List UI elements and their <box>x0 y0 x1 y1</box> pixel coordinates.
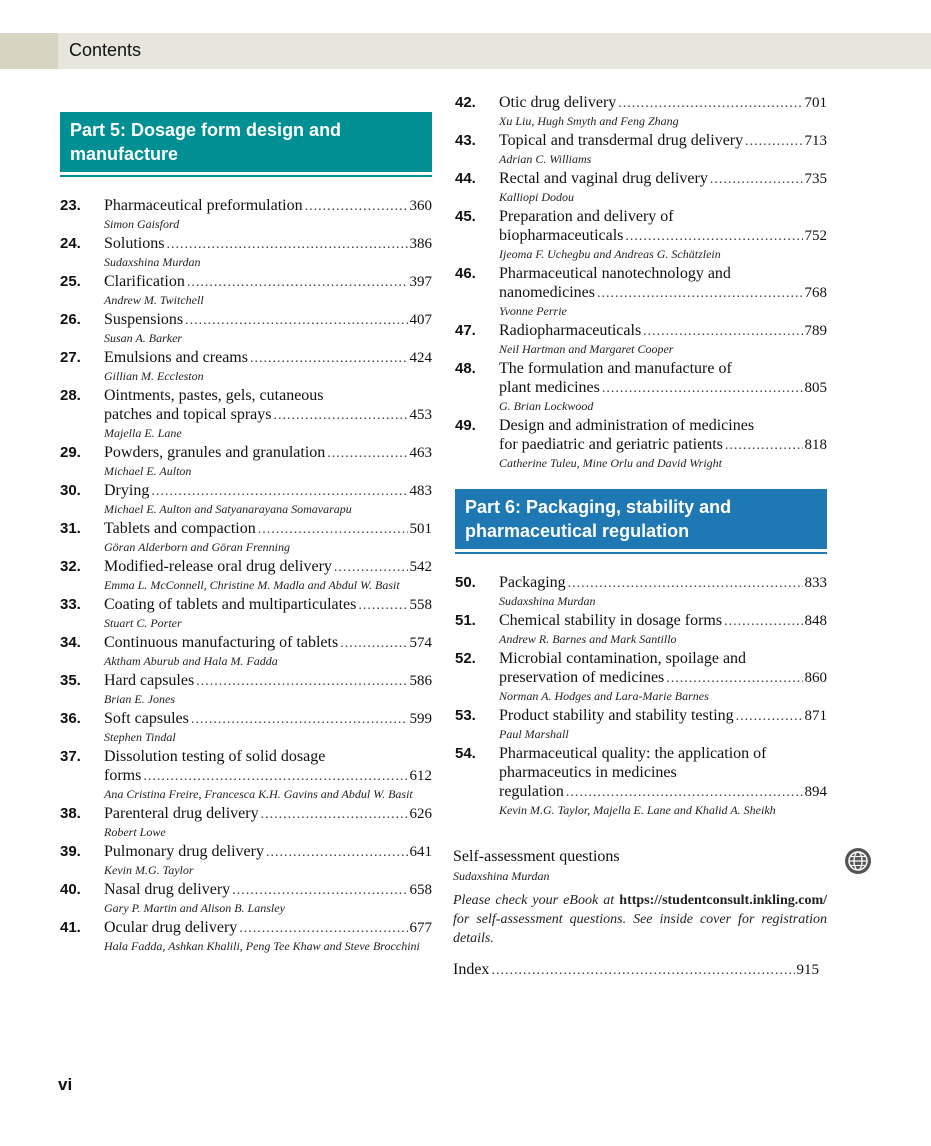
chapter-number: 32. <box>60 558 81 575</box>
chapter-number: 40. <box>60 881 81 898</box>
ebook-link[interactable]: https://studentconsult.inkling.com/ <box>619 893 827 908</box>
chapter-title-line: Microbial contamination, spoilage and <box>499 650 747 667</box>
chapter-authors: G. Brian Lockwood <box>499 399 594 413</box>
chapter-title: Chemical stability in dosage forms <box>499 612 723 629</box>
chapter-title: patches and topical sprays <box>104 406 272 423</box>
chapter-number: 49. <box>455 417 476 434</box>
toc-entry[interactable] <box>60 709 432 746</box>
note-text-pre: Please check your eBook at <box>453 893 620 908</box>
toc-entry[interactable] <box>60 557 432 594</box>
chapter-title: Parenteral drug delivery <box>104 805 259 822</box>
chapter-authors: Norman A. Hodges and Lara-Marie Barnes <box>499 689 709 703</box>
leader-dots <box>666 669 802 688</box>
page-ref: 818 <box>804 437 827 453</box>
chapter-title: nanomedicines <box>499 284 595 301</box>
leader-dots <box>143 767 407 786</box>
page-ref: 360 <box>409 198 432 214</box>
chapter-title-row <box>499 611 827 631</box>
chapter-title-row <box>104 633 432 653</box>
toc-entry[interactable] <box>455 264 827 320</box>
leader-dots <box>491 961 794 980</box>
toc-entry[interactable] <box>455 169 827 206</box>
chapter-title-row <box>104 709 432 729</box>
page-ref: 833 <box>804 575 827 591</box>
chapter-number: 26. <box>60 311 81 328</box>
chapter-authors: Neil Hartman and Margaret Cooper <box>499 342 674 356</box>
leader-dots <box>568 574 803 593</box>
chapter-title-row <box>104 443 432 463</box>
page-ref: 701 <box>804 95 827 111</box>
chapter-authors: Yvonne Perrie <box>499 304 567 318</box>
page-ref: 848 <box>804 613 827 629</box>
chapter-title: biopharmaceuticals <box>499 227 624 244</box>
chapter-authors: Göran Alderborn and Göran Frenning <box>104 540 290 554</box>
chapter-authors: Majella E. Lane <box>104 426 182 440</box>
left-column <box>60 112 432 956</box>
page-ref: 871 <box>804 708 827 724</box>
leader-dots <box>597 284 803 303</box>
leader-dots <box>618 94 802 113</box>
page-ref: 586 <box>409 673 432 689</box>
chapter-title: Powders, granules and granulation <box>104 444 326 461</box>
chapter-title: Drying <box>104 482 150 499</box>
chapter-title-row <box>499 131 827 151</box>
chapter-title-row <box>499 706 827 726</box>
chapter-number: 31. <box>60 520 81 537</box>
chapter-authors: Simon Gaisford <box>104 217 180 231</box>
toc-entry[interactable] <box>60 671 432 708</box>
page-ref: 463 <box>409 445 432 461</box>
index-entry[interactable] <box>453 960 819 980</box>
chapter-number: 34. <box>60 634 81 651</box>
chapter-authors: Xu Liu, Hugh Smyth and Feng Zhang <box>499 114 679 128</box>
toc-entry[interactable] <box>455 207 827 263</box>
chapter-title-row <box>104 310 432 330</box>
chapter-title-line: Pharmaceutical quality: the application of pharmaceutics in medicines <box>499 745 767 781</box>
toc-entry[interactable] <box>60 595 432 632</box>
chapter-authors: Gillian M. Eccleston <box>104 369 204 383</box>
toc-entry[interactable] <box>455 321 827 358</box>
page-ref: 713 <box>804 133 827 149</box>
page-ref: 612 <box>409 768 432 784</box>
chapter-number: 29. <box>60 444 81 461</box>
chapter-title-row <box>104 405 432 425</box>
chapter-title-row <box>499 435 827 455</box>
leader-dots <box>710 170 803 189</box>
page-ref: 768 <box>804 285 827 301</box>
page-ref: 483 <box>409 483 432 499</box>
chapter-authors: Kevin M.G. Taylor <box>104 863 194 877</box>
toc-entry[interactable] <box>455 93 827 130</box>
toc-entry[interactable] <box>60 804 432 841</box>
chapter-number: 51. <box>455 612 476 629</box>
index-line <box>453 960 819 980</box>
chapter-authors: Kalliopi Dodou <box>499 190 575 204</box>
chapter-authors: Stephen Tindal <box>104 730 176 744</box>
leader-dots <box>736 707 803 726</box>
toc-entry[interactable] <box>455 131 827 168</box>
chapter-authors: Paul Marshall <box>499 727 569 741</box>
chapter-title: Packaging <box>499 574 566 591</box>
part5-entries <box>60 196 432 955</box>
page-ref: 424 <box>409 350 432 366</box>
chapter-title-row <box>104 918 432 938</box>
chapter-authors: Sudaxshina Murdan <box>499 594 596 608</box>
leader-dots <box>745 132 802 151</box>
chapter-authors: Andrew R. Barnes and Mark Santillo <box>499 632 677 646</box>
page-ref: 558 <box>409 597 432 613</box>
toc-entry[interactable] <box>60 443 432 480</box>
leader-dots <box>232 881 407 900</box>
chapter-number: 52. <box>455 650 476 667</box>
globe-icon-graphic <box>845 848 871 874</box>
chapter-title: Nasal drug delivery <box>104 881 231 898</box>
chapter-title-row <box>499 378 827 398</box>
page-ref: 641 <box>409 844 432 860</box>
chapter-title: forms <box>104 767 142 784</box>
chapter-number: 37. <box>60 748 81 765</box>
chapter-authors: Robert Lowe <box>104 825 166 839</box>
page-ref: 453 <box>409 407 432 423</box>
chapter-number: 53. <box>455 707 476 724</box>
chapter-number: 54. <box>455 745 476 762</box>
page-ref: 658 <box>409 882 432 898</box>
chapter-title: Coating of tablets and multiparticulates <box>104 596 357 613</box>
chapter-number: 30. <box>60 482 81 499</box>
chapter-title-line: Ointments, pastes, gels, cutaneous <box>104 387 324 404</box>
page-ref: 805 <box>804 380 827 396</box>
leader-dots <box>191 710 408 729</box>
chapter-number: 50. <box>455 574 476 591</box>
toc-entry[interactable] <box>60 633 432 670</box>
leader-dots <box>274 406 408 425</box>
chapter-title-row <box>499 321 827 341</box>
chapter-title-row <box>104 519 432 539</box>
chapter-authors: Aktham Aburub and Hala M. Fadda <box>104 654 278 668</box>
toc-entry[interactable] <box>455 416 827 472</box>
chapter-title: Pulmonary drug delivery <box>104 843 264 860</box>
self-assessment-section <box>453 847 827 948</box>
chapter-title: Topical and transdermal drug delivery <box>499 132 744 149</box>
chapter-authors: Gary P. Martin and Alison B. Lansley <box>104 901 285 915</box>
toc-entry[interactable] <box>455 744 827 819</box>
leader-dots <box>266 843 408 862</box>
index-page: 915 <box>796 962 819 978</box>
toc-entry[interactable] <box>455 359 827 415</box>
leader-dots <box>185 311 407 330</box>
leader-dots <box>187 273 408 292</box>
chapter-title: preservation of medicines <box>499 669 665 686</box>
leader-dots <box>305 197 408 216</box>
leader-dots <box>724 612 802 631</box>
leader-dots <box>340 634 407 653</box>
chapter-title: regulation <box>499 783 564 800</box>
page-ref: 574 <box>409 635 432 651</box>
chapter-title-line: Design and administration of medicines <box>499 417 755 434</box>
part6-entries <box>455 573 827 819</box>
chapter-title-line: Preparation and delivery of <box>499 208 674 225</box>
leader-dots <box>250 349 408 368</box>
self-assessment-author: Sudaxshina Murdan <box>453 869 550 883</box>
leader-dots <box>196 672 407 691</box>
leader-dots <box>327 444 407 463</box>
right-column <box>455 93 827 820</box>
chapter-authors: Susan A. Barker <box>104 331 183 345</box>
chapter-title-row <box>499 283 827 303</box>
chapter-authors: Ijeoma F. Uchegbu and Andreas G. Schätzlein <box>499 247 721 261</box>
chapter-title: Hard capsules <box>104 672 195 689</box>
chapter-title-line: The formulation and manufacture of <box>499 360 732 377</box>
leader-dots <box>239 919 407 938</box>
chapter-number: 28. <box>60 387 81 404</box>
chapter-number: 42. <box>455 94 476 111</box>
part6-rule <box>455 552 827 554</box>
chapter-title-row <box>499 93 827 113</box>
page-ref: 397 <box>409 274 432 290</box>
index-label: Index <box>453 961 490 978</box>
chapter-title: Rectal and vaginal drug delivery <box>499 170 708 187</box>
self-assessment-heading[interactable]: Self-assessment questions <box>453 848 620 865</box>
toc-entry[interactable] <box>60 386 432 442</box>
chapter-number: 43. <box>455 132 476 149</box>
part5-rule <box>60 175 432 177</box>
page-ref: 626 <box>409 806 432 822</box>
page-title: Contents <box>69 40 142 60</box>
chapter-number: 25. <box>60 273 81 290</box>
page-ref: 407 <box>409 312 432 328</box>
toc-entry[interactable] <box>60 519 432 556</box>
toc-entry[interactable] <box>60 842 432 879</box>
chapter-number: 38. <box>60 805 81 822</box>
chapter-number: 48. <box>455 360 476 377</box>
toc-entry[interactable] <box>60 918 432 955</box>
chapter-number: 41. <box>60 919 81 936</box>
toc-entry[interactable] <box>455 611 827 648</box>
self-assessment-note <box>453 891 827 948</box>
header-tab <box>0 33 58 69</box>
chapter-authors: Adrian C. Williams <box>499 152 592 166</box>
chapter-title: Solutions <box>104 235 165 252</box>
chapter-title-row <box>104 481 432 501</box>
chapter-title: Suspensions <box>104 311 184 328</box>
chapter-title: Ocular drug delivery <box>104 919 238 936</box>
chapter-number: 23. <box>60 197 81 214</box>
part5-entries-continued <box>455 93 827 472</box>
chapter-authors: Emma L. McConnell, Christine M. Madla and Abdul W. Basit <box>104 578 400 592</box>
toc-entry[interactable] <box>60 481 432 518</box>
chapter-title-row <box>104 671 432 691</box>
leader-dots <box>566 783 803 802</box>
chapter-title: Soft capsules <box>104 710 189 727</box>
chapter-title: plant medicines <box>499 379 600 396</box>
page-number: vi <box>58 1075 73 1094</box>
chapter-authors: Michael E. Aulton and Satyanarayana Somavarapu <box>104 502 352 516</box>
globe-icon[interactable] <box>845 848 871 874</box>
page-ref: 599 <box>409 711 432 727</box>
toc-entry[interactable] <box>455 649 827 705</box>
page-ref: 386 <box>409 236 432 252</box>
chapter-number: 35. <box>60 672 81 689</box>
toc-entry[interactable] <box>60 348 432 385</box>
note-text-post: for self-assessment questions. See inside cover for registration details. <box>453 912 827 946</box>
leader-dots <box>261 805 408 824</box>
leader-dots <box>166 235 407 254</box>
chapter-title-row <box>104 557 432 577</box>
page-ref: 501 <box>409 521 432 537</box>
leader-dots <box>358 596 407 615</box>
chapter-title-row <box>499 573 827 593</box>
chapter-title-row <box>104 766 432 786</box>
chapter-title-row <box>499 226 827 246</box>
leader-dots <box>334 558 408 577</box>
chapter-title: Radiopharmaceuticals <box>499 322 642 339</box>
toc-entry[interactable] <box>60 272 432 309</box>
toc-entry[interactable] <box>60 310 432 347</box>
chapter-title: Clarification <box>104 273 185 290</box>
chapter-title: Otic drug delivery <box>499 94 617 111</box>
page-ref: 860 <box>804 670 827 686</box>
chapter-title: Tablets and compaction <box>104 520 256 537</box>
chapter-authors: Kevin M.G. Taylor, Majella E. Lane and Khalid A. Sheikh <box>499 803 776 817</box>
chapter-title-row <box>104 348 432 368</box>
part6-heading: Part 6: Packaging, stability and pharmaceutical regulation <box>455 489 827 549</box>
chapter-title-row <box>499 668 827 688</box>
chapter-authors: Hala Fadda, Ashkan Khalili, Peng Tee Khaw and Steve Brocchini <box>104 939 420 953</box>
chapter-number: 36. <box>60 710 81 727</box>
chapter-title: Continuous manufacturing of tablets <box>104 634 339 651</box>
chapter-number: 45. <box>455 208 476 225</box>
chapter-title-row <box>104 272 432 292</box>
toc-entry[interactable] <box>60 880 432 917</box>
page-ref: 789 <box>804 323 827 339</box>
page-ref: 677 <box>409 920 432 936</box>
chapter-title: Pharmaceutical preformulation <box>104 197 303 214</box>
chapter-title-line: Pharmaceutical nanotechnology and <box>499 265 731 282</box>
chapter-title-row <box>499 782 827 802</box>
chapter-title: Modified-release oral drug delivery <box>104 558 332 575</box>
chapter-title-row <box>104 196 432 216</box>
chapter-title: Emulsions and creams <box>104 349 248 366</box>
chapter-authors: Stuart C. Porter <box>104 616 182 630</box>
chapter-title: for paediatric and geriatric patients <box>499 436 723 453</box>
chapter-authors: Catherine Tuleu, Mine Orlu and David Wright <box>499 456 722 470</box>
toc-entry[interactable] <box>455 706 827 743</box>
chapter-title-line: Dissolution testing of solid dosage <box>104 748 326 765</box>
chapter-authors: Brian E. Jones <box>104 692 175 706</box>
part5-heading: Part 5: Dosage form design and manufacture <box>60 112 432 172</box>
leader-dots <box>643 322 802 341</box>
chapter-title-row <box>104 234 432 254</box>
toc-entry[interactable] <box>455 573 827 610</box>
chapter-number: 46. <box>455 265 476 282</box>
leader-dots <box>725 436 803 455</box>
chapter-title-row <box>104 842 432 862</box>
toc-entry[interactable] <box>60 747 432 803</box>
page-ref: 542 <box>409 559 432 575</box>
chapter-title: Product stability and stability testing <box>499 707 734 724</box>
chapter-authors: Andrew M. Twitchell <box>104 293 204 307</box>
chapter-title-row <box>104 880 432 900</box>
chapter-number: 27. <box>60 349 81 366</box>
chapter-number: 33. <box>60 596 81 613</box>
chapter-authors: Ana Cristina Freire, Francesca K.H. Gavins and Abdul W. Basit <box>104 787 413 801</box>
chapter-title-row <box>104 595 432 615</box>
chapter-number: 47. <box>455 322 476 339</box>
chapter-number: 24. <box>60 235 81 252</box>
page-ref: 735 <box>804 171 827 187</box>
chapter-number: 39. <box>60 843 81 860</box>
leader-dots <box>151 482 407 501</box>
leader-dots <box>625 227 802 246</box>
toc-entry[interactable] <box>60 234 432 271</box>
chapter-number: 44. <box>455 170 476 187</box>
running-header <box>0 33 931 69</box>
chapter-title-row <box>104 804 432 824</box>
toc-entry[interactable] <box>60 196 432 233</box>
chapter-title-row <box>499 169 827 189</box>
chapter-authors: Michael E. Aulton <box>104 464 192 478</box>
page-ref: 752 <box>804 228 827 244</box>
chapter-authors: Sudaxshina Murdan <box>104 255 201 269</box>
page-ref: 894 <box>804 784 827 800</box>
leader-dots <box>258 520 408 539</box>
leader-dots <box>602 379 803 398</box>
